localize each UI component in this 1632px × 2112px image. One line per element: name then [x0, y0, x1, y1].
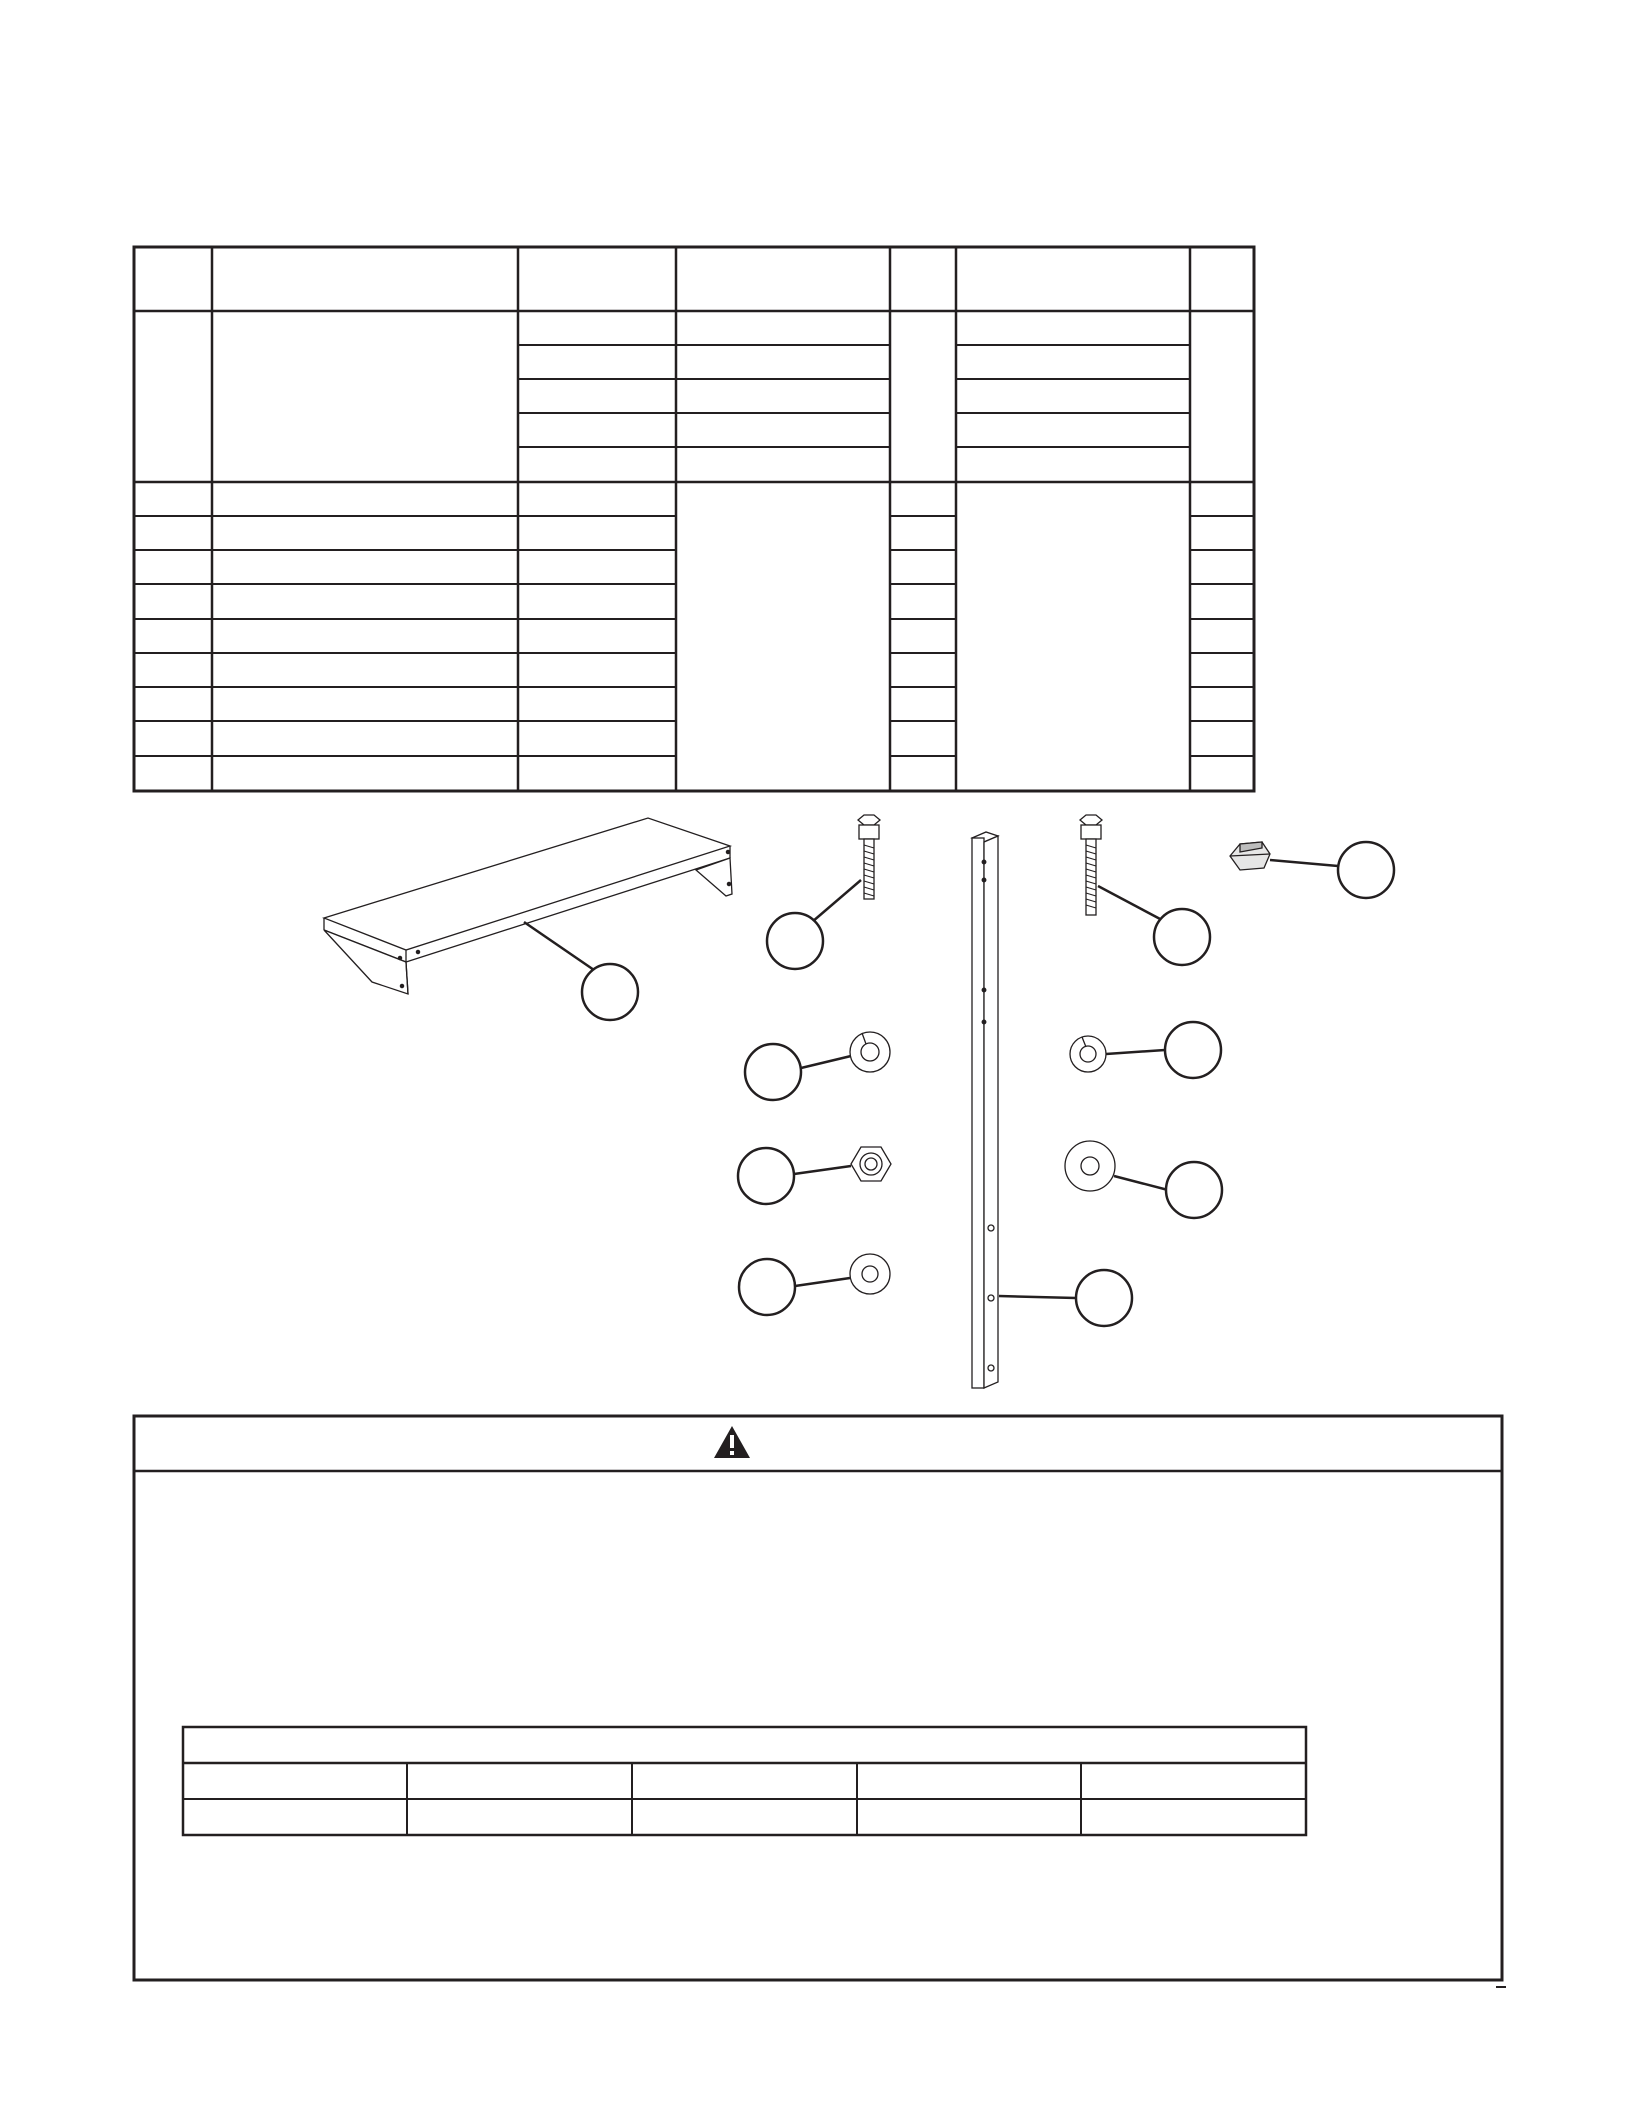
- callout-leader: [812, 880, 861, 922]
- parts-table-item-rows-left: [134, 516, 676, 756]
- hex-bolt-long-illustration: [1080, 815, 1102, 915]
- callout-leader: [999, 1296, 1076, 1298]
- callout-bubble-post: [1076, 1270, 1132, 1326]
- callout-bubble-hex-bolt-long: [1154, 909, 1210, 965]
- warning-box-border: [134, 1416, 1502, 1980]
- callout-leader: [1270, 860, 1338, 866]
- callout-leader: [524, 922, 594, 970]
- large-flat-washer-illustration: [1065, 1141, 1115, 1191]
- warning-triangle-icon: [714, 1426, 750, 1458]
- callout-leader: [1114, 1176, 1168, 1190]
- callout-bubble-hex-nut: [738, 1148, 794, 1204]
- callout-bubble-shelf: [582, 964, 638, 1020]
- parts-table-item-rows-col7: [1190, 516, 1254, 756]
- callout-leader: [794, 1166, 851, 1174]
- hex-nut-illustration: [851, 1147, 891, 1181]
- square-end-cap-illustration: [1230, 842, 1270, 870]
- callout-bubble-hex-bolt-short: [767, 913, 823, 969]
- callout-leader: [801, 1056, 851, 1068]
- callout-bubble-lock-washer-left: [745, 1044, 801, 1100]
- callout-leader: [795, 1278, 850, 1286]
- load-table-border: [183, 1727, 1306, 1835]
- page-footer-mark: [1496, 1986, 1506, 1988]
- post-illustration: [972, 832, 998, 1388]
- warning-box: [134, 1416, 1502, 1980]
- parts-table-item-rows-col5: [890, 516, 956, 756]
- lock-washer-left-illustration: [850, 1032, 890, 1072]
- parts-table-group-subrows: [518, 345, 1190, 447]
- hex-bolt-short-illustration: [858, 815, 880, 899]
- lock-washer-right-illustration: [1070, 1036, 1106, 1072]
- parts-diagram: [324, 815, 1394, 1388]
- callout-leader: [1098, 886, 1162, 920]
- callout-bubble-end-cap: [1338, 842, 1394, 898]
- load-table: [183, 1727, 1306, 1835]
- callout-bubble-large-washer: [1166, 1162, 1222, 1218]
- parts-table: [134, 247, 1254, 791]
- flat-washer-illustration: [850, 1254, 890, 1294]
- shelf-illustration: [324, 818, 732, 994]
- parts-table-border: [134, 247, 1254, 791]
- callout-leader: [1106, 1050, 1165, 1054]
- callout-bubble-flat-washer: [739, 1259, 795, 1315]
- callout-bubble-lock-washer-right: [1165, 1022, 1221, 1078]
